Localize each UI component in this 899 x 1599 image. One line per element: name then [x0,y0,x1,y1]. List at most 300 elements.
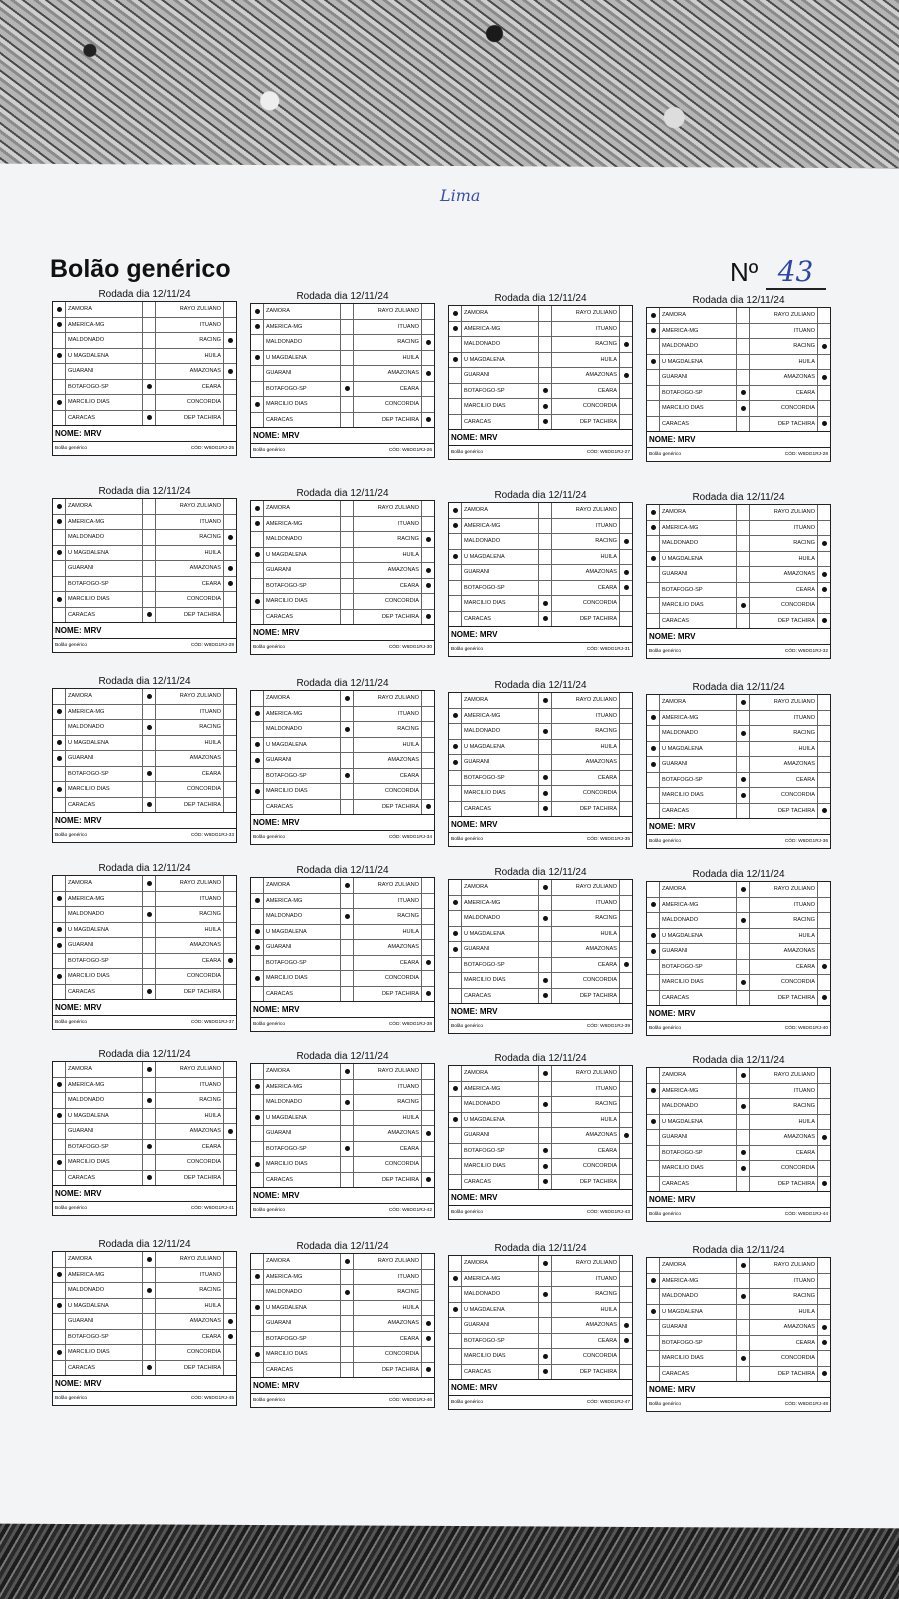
away-win-mark[interactable] [224,515,236,530]
draw-mark[interactable] [143,302,156,317]
draw-mark[interactable] [539,1349,552,1364]
draw-mark[interactable] [737,614,750,629]
away-win-mark[interactable] [422,1173,434,1188]
draw-mark[interactable] [539,368,552,383]
away-win-mark[interactable] [818,355,830,370]
away-win-mark[interactable] [422,1142,434,1157]
home-win-mark[interactable] [647,913,660,928]
draw-mark[interactable] [143,1252,156,1267]
home-win-mark[interactable] [53,938,66,953]
draw-mark[interactable] [341,909,354,924]
draw-mark[interactable] [539,1113,552,1128]
draw-mark[interactable] [341,971,354,986]
away-win-mark[interactable] [620,1334,632,1349]
draw-mark[interactable] [143,923,156,938]
away-win-mark[interactable] [422,1080,434,1095]
home-win-mark[interactable] [449,1175,462,1190]
draw-mark[interactable] [737,742,750,757]
home-win-mark[interactable] [647,1068,660,1083]
draw-mark[interactable] [539,709,552,724]
home-win-mark[interactable] [53,364,66,379]
draw-mark[interactable] [737,598,750,613]
draw-mark[interactable] [539,802,552,817]
away-win-mark[interactable] [422,894,434,909]
draw-mark[interactable] [143,969,156,984]
draw-mark[interactable] [539,1287,552,1302]
draw-mark[interactable] [143,1361,156,1376]
home-win-mark[interactable] [251,878,264,893]
home-win-mark[interactable] [647,1130,660,1145]
home-win-mark[interactable] [449,942,462,957]
away-win-mark[interactable] [422,594,434,609]
draw-mark[interactable] [143,608,156,623]
away-win-mark[interactable] [224,1109,236,1124]
away-win-mark[interactable] [818,583,830,598]
draw-mark[interactable] [737,1289,750,1304]
home-win-mark[interactable] [449,973,462,988]
away-win-mark[interactable] [818,1146,830,1161]
home-win-mark[interactable] [647,1099,660,1114]
away-win-mark[interactable] [620,519,632,534]
away-win-mark[interactable] [422,940,434,955]
away-win-mark[interactable] [620,1256,632,1271]
draw-mark[interactable] [539,693,552,708]
home-win-mark[interactable] [449,1272,462,1287]
draw-mark[interactable] [737,1130,750,1145]
draw-mark[interactable] [341,366,354,381]
draw-mark[interactable] [737,1115,750,1130]
draw-mark[interactable] [341,925,354,940]
home-win-mark[interactable] [449,384,462,399]
home-win-mark[interactable] [251,707,264,722]
home-win-mark[interactable] [53,349,66,364]
draw-mark[interactable] [539,1272,552,1287]
home-win-mark[interactable] [53,876,66,891]
away-win-mark[interactable] [224,302,236,317]
draw-mark[interactable] [737,1258,750,1273]
home-win-mark[interactable] [647,929,660,944]
away-win-mark[interactable] [818,726,830,741]
draw-mark[interactable] [341,894,354,909]
draw-mark[interactable] [539,534,552,549]
away-win-mark[interactable] [620,693,632,708]
draw-mark[interactable] [341,738,354,753]
home-win-mark[interactable] [449,550,462,565]
home-win-mark[interactable] [251,304,264,319]
draw-mark[interactable] [737,913,750,928]
home-win-mark[interactable] [251,366,264,381]
home-win-mark[interactable] [251,610,264,625]
home-win-mark[interactable] [647,536,660,551]
draw-mark[interactable] [143,515,156,530]
draw-mark[interactable] [143,530,156,545]
home-win-mark[interactable] [251,1095,264,1110]
away-win-mark[interactable] [422,335,434,350]
draw-mark[interactable] [143,380,156,395]
home-win-mark[interactable] [647,339,660,354]
draw-mark[interactable] [341,517,354,532]
away-win-mark[interactable] [818,521,830,536]
home-win-mark[interactable] [53,1361,66,1376]
home-win-mark[interactable] [251,1347,264,1362]
away-win-mark[interactable] [422,909,434,924]
away-win-mark[interactable] [818,929,830,944]
draw-mark[interactable] [341,987,354,1002]
home-win-mark[interactable] [449,565,462,580]
away-win-mark[interactable] [224,1155,236,1170]
home-win-mark[interactable] [53,592,66,607]
away-win-mark[interactable] [818,324,830,339]
draw-mark[interactable] [737,355,750,370]
draw-mark[interactable] [737,505,750,520]
draw-mark[interactable] [539,786,552,801]
away-win-mark[interactable] [818,1084,830,1099]
draw-mark[interactable] [539,724,552,739]
draw-mark[interactable] [341,707,354,722]
home-win-mark[interactable] [449,911,462,926]
away-win-mark[interactable] [818,417,830,432]
draw-mark[interactable] [143,1078,156,1093]
away-win-mark[interactable] [224,736,236,751]
away-win-mark[interactable] [224,907,236,922]
home-win-mark[interactable] [53,1252,66,1267]
away-win-mark[interactable] [224,876,236,891]
away-win-mark[interactable] [818,1130,830,1145]
draw-mark[interactable] [539,1303,552,1318]
away-win-mark[interactable] [818,1115,830,1130]
draw-mark[interactable] [143,751,156,766]
draw-mark[interactable] [737,882,750,897]
draw-mark[interactable] [737,308,750,323]
draw-mark[interactable] [143,1109,156,1124]
draw-mark[interactable] [341,753,354,768]
home-win-mark[interactable] [251,1301,264,1316]
home-win-mark[interactable] [449,1287,462,1302]
away-win-mark[interactable] [224,782,236,797]
draw-mark[interactable] [737,1320,750,1335]
draw-mark[interactable] [341,413,354,428]
draw-mark[interactable] [539,1175,552,1190]
away-win-mark[interactable] [818,960,830,975]
home-win-mark[interactable] [647,552,660,567]
away-win-mark[interactable] [818,944,830,959]
away-win-mark[interactable] [422,563,434,578]
home-win-mark[interactable] [251,397,264,412]
away-win-mark[interactable] [422,753,434,768]
away-win-mark[interactable] [818,1099,830,1114]
draw-mark[interactable] [341,501,354,516]
home-win-mark[interactable] [251,594,264,609]
away-win-mark[interactable] [818,882,830,897]
away-win-mark[interactable] [224,798,236,813]
away-win-mark[interactable] [620,399,632,414]
away-win-mark[interactable] [224,1330,236,1345]
home-win-mark[interactable] [449,709,462,724]
draw-mark[interactable] [737,386,750,401]
home-win-mark[interactable] [53,515,66,530]
away-win-mark[interactable] [224,1078,236,1093]
draw-mark[interactable] [341,940,354,955]
draw-mark[interactable] [341,1301,354,1316]
away-win-mark[interactable] [818,804,830,819]
draw-mark[interactable] [737,757,750,772]
away-win-mark[interactable] [422,351,434,366]
draw-mark[interactable] [341,351,354,366]
draw-mark[interactable] [143,411,156,426]
draw-mark[interactable] [143,892,156,907]
away-win-mark[interactable] [818,1258,830,1273]
away-win-mark[interactable] [620,612,632,627]
home-win-mark[interactable] [251,1254,264,1269]
home-win-mark[interactable] [449,1066,462,1081]
away-win-mark[interactable] [422,1111,434,1126]
draw-mark[interactable] [737,1068,750,1083]
away-win-mark[interactable] [818,339,830,354]
draw-mark[interactable] [143,720,156,735]
draw-mark[interactable] [539,1318,552,1333]
home-win-mark[interactable] [53,689,66,704]
away-win-mark[interactable] [620,1303,632,1318]
draw-mark[interactable] [341,1111,354,1126]
draw-mark[interactable] [341,563,354,578]
home-win-mark[interactable] [251,1285,264,1300]
home-win-mark[interactable] [251,753,264,768]
draw-mark[interactable] [539,896,552,911]
draw-mark[interactable] [143,1268,156,1283]
away-win-mark[interactable] [422,610,434,625]
away-win-mark[interactable] [818,773,830,788]
home-win-mark[interactable] [53,411,66,426]
home-win-mark[interactable] [647,308,660,323]
home-win-mark[interactable] [53,954,66,969]
away-win-mark[interactable] [620,581,632,596]
draw-mark[interactable] [143,767,156,782]
draw-mark[interactable] [539,581,552,596]
home-win-mark[interactable] [647,1177,660,1192]
home-win-mark[interactable] [449,740,462,755]
draw-mark[interactable] [737,1367,750,1382]
draw-mark[interactable] [341,800,354,815]
away-win-mark[interactable] [422,956,434,971]
away-win-mark[interactable] [422,1301,434,1316]
away-win-mark[interactable] [224,892,236,907]
draw-mark[interactable] [143,985,156,1000]
home-win-mark[interactable] [251,1316,264,1331]
home-win-mark[interactable] [251,548,264,563]
home-win-mark[interactable] [53,380,66,395]
away-win-mark[interactable] [422,1270,434,1285]
draw-mark[interactable] [737,788,750,803]
away-win-mark[interactable] [620,1349,632,1364]
draw-mark[interactable] [539,353,552,368]
draw-mark[interactable] [539,565,552,580]
draw-mark[interactable] [341,1316,354,1331]
home-win-mark[interactable] [647,567,660,582]
draw-mark[interactable] [341,784,354,799]
away-win-mark[interactable] [620,306,632,321]
away-win-mark[interactable] [818,567,830,582]
away-win-mark[interactable] [224,530,236,545]
home-win-mark[interactable] [251,1270,264,1285]
draw-mark[interactable] [539,942,552,957]
draw-mark[interactable] [341,548,354,563]
draw-mark[interactable] [539,989,552,1004]
draw-mark[interactable] [737,583,750,598]
away-win-mark[interactable] [818,975,830,990]
away-win-mark[interactable] [620,786,632,801]
away-win-mark[interactable] [224,767,236,782]
draw-mark[interactable] [143,876,156,891]
draw-mark[interactable] [539,1159,552,1174]
home-win-mark[interactable] [449,927,462,942]
away-win-mark[interactable] [818,401,830,416]
home-win-mark[interactable] [449,1144,462,1159]
away-win-mark[interactable] [818,1068,830,1083]
away-win-mark[interactable] [224,592,236,607]
away-win-mark[interactable] [224,938,236,953]
home-win-mark[interactable] [251,1157,264,1172]
away-win-mark[interactable] [818,386,830,401]
draw-mark[interactable] [539,384,552,399]
home-win-mark[interactable] [647,505,660,520]
draw-mark[interactable] [539,1256,552,1271]
away-win-mark[interactable] [818,695,830,710]
home-win-mark[interactable] [449,880,462,895]
draw-mark[interactable] [737,726,750,741]
home-win-mark[interactable] [647,1274,660,1289]
draw-mark[interactable] [539,958,552,973]
away-win-mark[interactable] [620,322,632,337]
home-win-mark[interactable] [449,503,462,518]
draw-mark[interactable] [737,898,750,913]
home-win-mark[interactable] [647,788,660,803]
draw-mark[interactable] [341,320,354,335]
draw-mark[interactable] [539,1144,552,1159]
away-win-mark[interactable] [620,1159,632,1174]
home-win-mark[interactable] [53,1345,66,1360]
home-win-mark[interactable] [449,368,462,383]
away-win-mark[interactable] [422,1363,434,1378]
draw-mark[interactable] [341,769,354,784]
draw-mark[interactable] [539,306,552,321]
home-win-mark[interactable] [647,355,660,370]
away-win-mark[interactable] [620,1128,632,1143]
draw-mark[interactable] [341,304,354,319]
away-win-mark[interactable] [422,1064,434,1079]
draw-mark[interactable] [341,1332,354,1347]
home-win-mark[interactable] [251,1064,264,1079]
draw-mark[interactable] [539,1128,552,1143]
home-win-mark[interactable] [251,738,264,753]
draw-mark[interactable] [143,499,156,514]
away-win-mark[interactable] [422,548,434,563]
draw-mark[interactable] [539,550,552,565]
home-win-mark[interactable] [449,1128,462,1143]
home-win-mark[interactable] [53,985,66,1000]
draw-mark[interactable] [737,944,750,959]
away-win-mark[interactable] [620,709,632,724]
home-win-mark[interactable] [53,1109,66,1124]
home-win-mark[interactable] [647,944,660,959]
home-win-mark[interactable] [53,499,66,514]
home-win-mark[interactable] [449,415,462,430]
home-win-mark[interactable] [251,784,264,799]
home-win-mark[interactable] [449,306,462,321]
draw-mark[interactable] [341,1064,354,1079]
home-win-mark[interactable] [251,335,264,350]
away-win-mark[interactable] [620,1272,632,1287]
away-win-mark[interactable] [422,971,434,986]
away-win-mark[interactable] [620,503,632,518]
draw-mark[interactable] [341,610,354,625]
away-win-mark[interactable] [818,505,830,520]
draw-mark[interactable] [143,333,156,348]
draw-mark[interactable] [143,577,156,592]
draw-mark[interactable] [539,880,552,895]
home-win-mark[interactable] [449,399,462,414]
away-win-mark[interactable] [422,1332,434,1347]
home-win-mark[interactable] [647,804,660,819]
draw-mark[interactable] [341,1347,354,1362]
away-win-mark[interactable] [224,1299,236,1314]
away-win-mark[interactable] [422,397,434,412]
draw-mark[interactable] [143,364,156,379]
home-win-mark[interactable] [251,351,264,366]
home-win-mark[interactable] [53,546,66,561]
home-win-mark[interactable] [53,892,66,907]
draw-mark[interactable] [341,335,354,350]
draw-mark[interactable] [341,532,354,547]
home-win-mark[interactable] [647,991,660,1006]
draw-mark[interactable] [341,1142,354,1157]
home-win-mark[interactable] [53,720,66,735]
home-win-mark[interactable] [647,742,660,757]
away-win-mark[interactable] [224,1062,236,1077]
draw-mark[interactable] [143,907,156,922]
home-win-mark[interactable] [53,751,66,766]
draw-mark[interactable] [737,1161,750,1176]
draw-mark[interactable] [737,711,750,726]
draw-mark[interactable] [737,1099,750,1114]
away-win-mark[interactable] [422,769,434,784]
away-win-mark[interactable] [422,413,434,428]
away-win-mark[interactable] [620,1144,632,1159]
away-win-mark[interactable] [620,802,632,817]
home-win-mark[interactable] [647,521,660,536]
draw-mark[interactable] [143,954,156,969]
away-win-mark[interactable] [422,800,434,815]
away-win-mark[interactable] [224,720,236,735]
home-win-mark[interactable] [449,1349,462,1364]
away-win-mark[interactable] [620,740,632,755]
draw-mark[interactable] [143,1171,156,1186]
home-win-mark[interactable] [251,800,264,815]
draw-mark[interactable] [737,991,750,1006]
away-win-mark[interactable] [818,742,830,757]
home-win-mark[interactable] [53,782,66,797]
home-win-mark[interactable] [53,577,66,592]
away-win-mark[interactable] [818,552,830,567]
home-win-mark[interactable] [251,532,264,547]
away-win-mark[interactable] [818,614,830,629]
home-win-mark[interactable] [251,909,264,924]
home-win-mark[interactable] [53,530,66,545]
away-win-mark[interactable] [224,1093,236,1108]
away-win-mark[interactable] [620,973,632,988]
draw-mark[interactable] [341,722,354,737]
home-win-mark[interactable] [53,969,66,984]
draw-mark[interactable] [143,689,156,704]
